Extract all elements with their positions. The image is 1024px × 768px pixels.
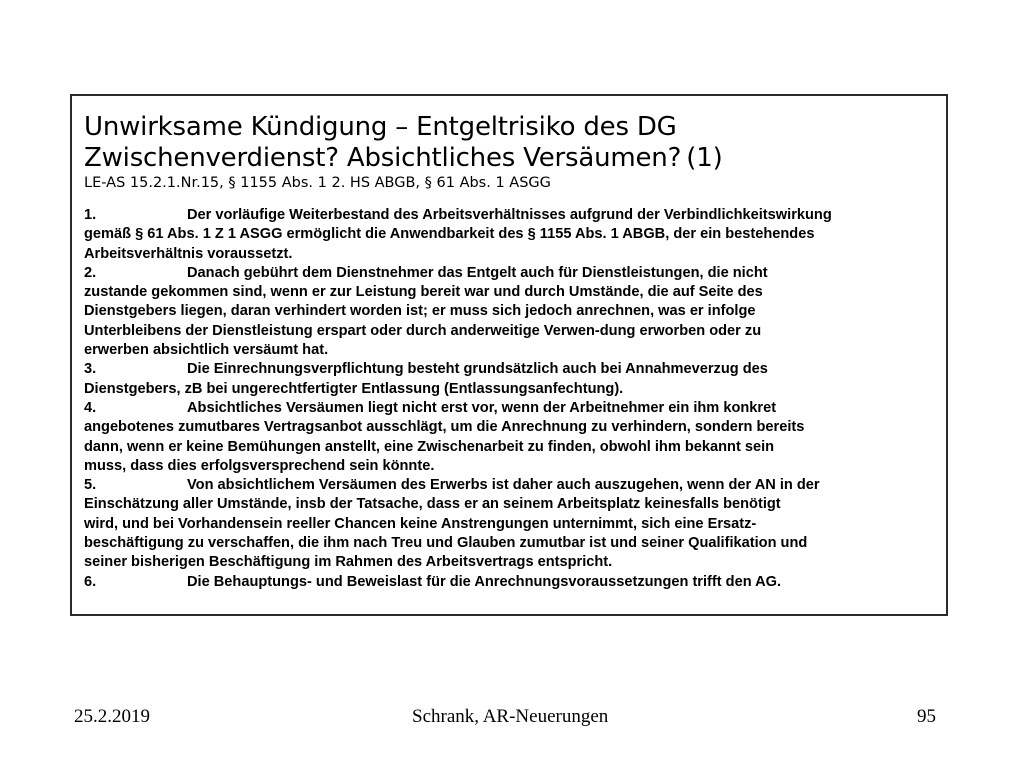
paragraph-5: [84, 476, 934, 572]
paragraph-line: Arbeitsverhältnis voraussetzt.: [84, 245, 293, 262]
paragraph-line: Unterbleibens der Dienstleistung erspart oder durch anderweitige Verwen-dung erworben oder zu: [84, 322, 762, 339]
paragraph-1: [84, 206, 934, 264]
legal-reference: LE-AS 15.2.1.Nr.15, § 1155 Abs. 1 2. HS ABGB, § 61 Abs. 1 ASGG: [84, 175, 551, 191]
footer-date: 25.2.2019: [74, 706, 150, 727]
paragraph-line: seiner bisherigen Beschäftigung im Rahmen des Arbeitsvertrags entspricht.: [84, 554, 613, 571]
paragraph-2: [84, 264, 934, 360]
content-box: [70, 94, 948, 616]
paragraph-6: [84, 573, 934, 592]
slide-number-label: (1): [686, 143, 723, 173]
slide-title-row-2: [84, 143, 934, 174]
paragraph-line: muss, dass dies erfolgsversprechend sein könnte.: [84, 457, 435, 474]
paragraph-line: Von absichtlichem Versäumen des Erwerbs ist daher auch auszugehen, wenn der AN in der: [187, 477, 820, 494]
paragraph-4: [84, 399, 934, 476]
footer-author: Schrank, AR-Neuerungen: [412, 706, 609, 727]
paragraph-number: 3.: [84, 361, 97, 378]
paragraph-number: 2.: [84, 264, 97, 281]
paragraph-line: gemäß § 61 Abs. 1 Z 1 ASGG ermöglicht die Anwendbarkeit des § 1155 Abs. 1 ABGB, der ein bestehendes: [84, 226, 815, 243]
paragraph-line: erwerben absichtlich versäumt hat.: [84, 342, 329, 359]
paragraph-line: zustande gekommen sind, wenn er zur Leistung bereit war und durch Umstände, die auf Seite des: [84, 284, 763, 301]
slide-title-line-1: Unwirksame Kündigung – Entgeltrisiko des DG: [84, 112, 677, 142]
paragraph-line: wird, und bei Vorhandensein reeller Chancen keine Anstrengungen unternimmt, sich eine Ersatz-: [84, 515, 757, 532]
paragraph-line: dann, wenn er keine Bemühungen anstellt, eine Zwischenarbeit zu finden, obwohl ihm bekannt sein: [84, 438, 775, 455]
paragraph-line: Einschätzung aller Umstände, insb der Tatsache, dass er an seinem Arbeitsplatz keinesfalls benötigt: [84, 496, 781, 513]
paragraph-line: Die Behauptungs- und Beweislast für die Anrechnungsvoraussetzungen trifft den AG.: [187, 573, 782, 590]
paragraph-number: 6.: [84, 573, 97, 590]
paragraph-line: angebotenes zumutbares Vertragsanbot ausschlägt, um die Anrechnung zu verhindern, sondern bereits: [84, 419, 805, 436]
paragraph-line: Danach gebührt dem Dienstnehmer das Entgelt auch für Dienstleistungen, die nicht: [187, 264, 768, 281]
paragraph-number: 5.: [84, 477, 97, 494]
paragraph-line: Dienstgebers, zB bei ungerechtfertigter Entlassung (Entlassungsanfechtung).: [84, 380, 624, 397]
paragraph-line: Absichtliches Versäumen liegt nicht erst vor, wenn der Arbeitnehmer ein ihm konkret: [187, 399, 777, 416]
paragraph-number: 4.: [84, 399, 97, 416]
paragraph-3: [84, 360, 934, 399]
paragraph-line: Dienstgebers liegen, daran verhindert worden ist; er muss sich jedoch anrechnen, was er infolge: [84, 303, 756, 320]
slide-page-number: 95: [917, 706, 936, 727]
paragraph-line: Die Einrechnungsverpflichtung besteht grundsätzlich auch bei Annahmeverzug des: [187, 361, 768, 378]
slide-title-line-2: Zwischenverdienst? Absichtliches Versäumen?: [84, 143, 682, 173]
paragraph-line: Der vorläufige Weiterbestand des Arbeitsverhältnisses aufgrund der Verbindlichkeitswirkung: [187, 207, 832, 223]
paragraph-number: 1.: [84, 207, 97, 223]
paragraph-line: beschäftigung zu verschaffen, die ihm nach Treu und Glauben zumutbar ist und seiner Qualifikation und: [84, 535, 808, 552]
